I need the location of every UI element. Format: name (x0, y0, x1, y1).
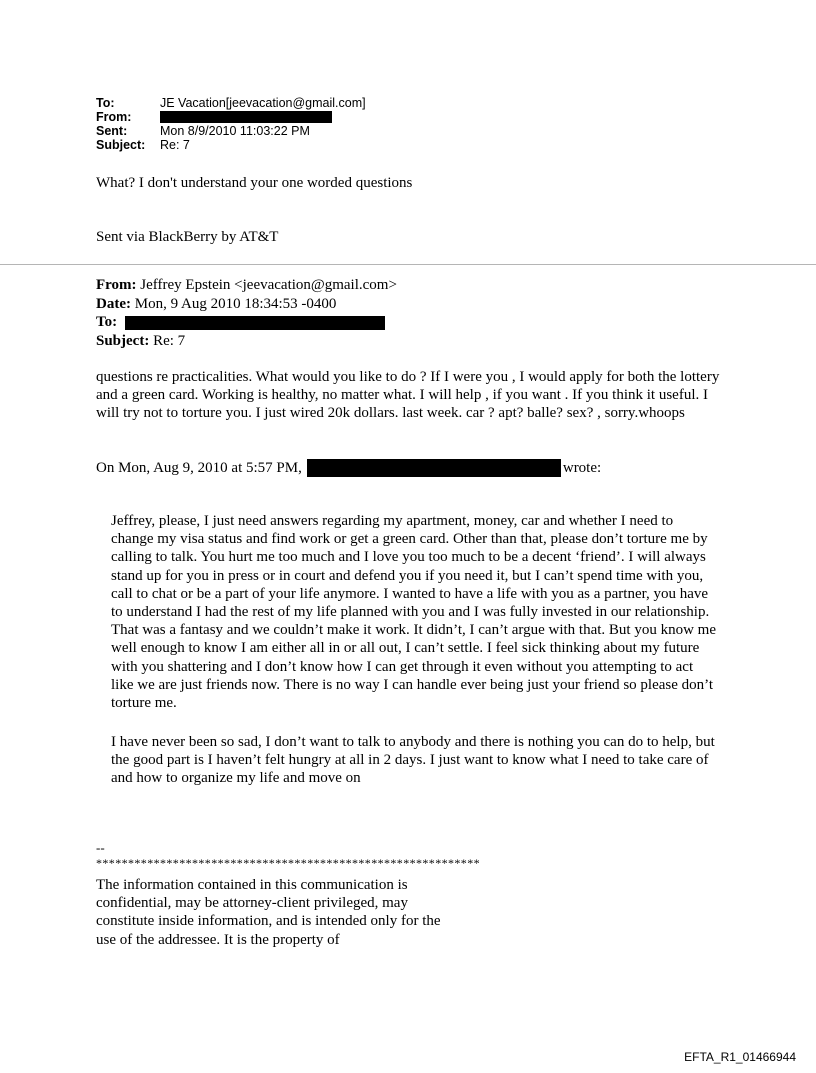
header-subject-label: Subject: (96, 138, 146, 152)
reply-body: What? I don't understand your one worded questions (96, 175, 413, 191)
quoted-from-value: Jeffrey Epstein <jeevacation@gmail.com> (140, 277, 397, 293)
quoted-date-label: Date: (96, 295, 131, 312)
quoted-date-value: Mon, 9 Aug 2010 18:34:53 -0400 (134, 295, 337, 312)
header-subject-value: Re: 7 (160, 138, 190, 152)
header-to-row (96, 96, 366, 110)
quoted-to-row (96, 313, 397, 332)
on-date-line (96, 459, 601, 477)
on-date-prefix: On Mon, Aug 9, 2010 at 5:57 PM, (96, 460, 302, 476)
header-sent-value: Mon 8/9/2010 11:03:22 PM (160, 124, 310, 138)
quoted-header (96, 276, 397, 350)
nested-paragraph-2: I have never been so sad, I don’t want to talk to anybody and there is nothing you can do to help, but the good part is I haven’t felt hungry at all in 2 days. I just want to know what I need to take care of and how to organize my life and move on (111, 734, 715, 787)
header-to-value: JE Vacation[jeevacation@gmail.com] (160, 96, 366, 110)
quoted-date-row (96, 295, 397, 314)
signature-dashes: -- (96, 840, 105, 855)
divider (0, 264, 816, 265)
nested-paragraph-1: Jeffrey, please, I just need answers regarding my apartment, money, car and whether I need to change my visa status and find work or get a green card. Other than that, please don’t torture me by calling to talk. You hurt me too much and I love you too much to be a decent ‘friend’. I will always stand up for you in press or in court and defend you if you need it, but I can’t spend time with you, call to chat or be a part of your life anymore. I wanted to have a life with you as a partner, you have to understand I had the rest of my life planned with you and I was fully invested in our relationship. That was a fantasy and we couldn’t make it work. It didn’t, I can’t argue with that. But you know me well enough to know I am either all in or all out, I can’t settle. I feel sick thinking about my future with you shattering and I don’t know how I can get through it even without you attempting to act like we are just friends now. There is no way I can handle ever being just your friend so please don’t torture me. (111, 513, 717, 712)
disclaimer: The information contained in this communication is confidential, may be attorney-client privileged, may constitute inside information, and is intended only for the use of the addressee. It is the property of (96, 877, 441, 948)
signature: Sent via BlackBerry by AT&T (96, 229, 279, 245)
header-sent-label: Sent: (96, 124, 128, 138)
bates-number: EFTA_R1_01466944 (684, 1050, 796, 1064)
signature-stars: ************************************************************ (96, 856, 480, 870)
quoted-to-label: To: (96, 314, 118, 330)
header-from-row (96, 110, 366, 124)
header-from-label: From: (96, 110, 132, 124)
quoted-subject-label: Subject: (96, 332, 150, 349)
header-sent-row (96, 124, 366, 138)
redaction-bar (160, 111, 332, 123)
header-subject-row (96, 138, 366, 152)
quoted-from-row (96, 276, 397, 295)
quoted-subject-value: Re: 7 (153, 332, 186, 349)
header-to-label: To: (96, 96, 115, 110)
quoted-subject-row (96, 332, 397, 351)
redaction-bar (307, 459, 561, 477)
quoted-body: questions re practicalities. What would you like to do ? If I were you , I would apply for both the lottery and a green card. Working is healthy, no matter what. I will help , if you want . If you think it useful. I will try not to torture you. I just wired 20k dollars. last week. car ? apt? balle? sex? , sorry.whoops (96, 369, 720, 422)
redaction-bar (125, 316, 385, 330)
email-header (96, 96, 366, 152)
on-date-suffix: wrote: (562, 460, 602, 476)
quoted-from-label: From: (96, 277, 137, 293)
